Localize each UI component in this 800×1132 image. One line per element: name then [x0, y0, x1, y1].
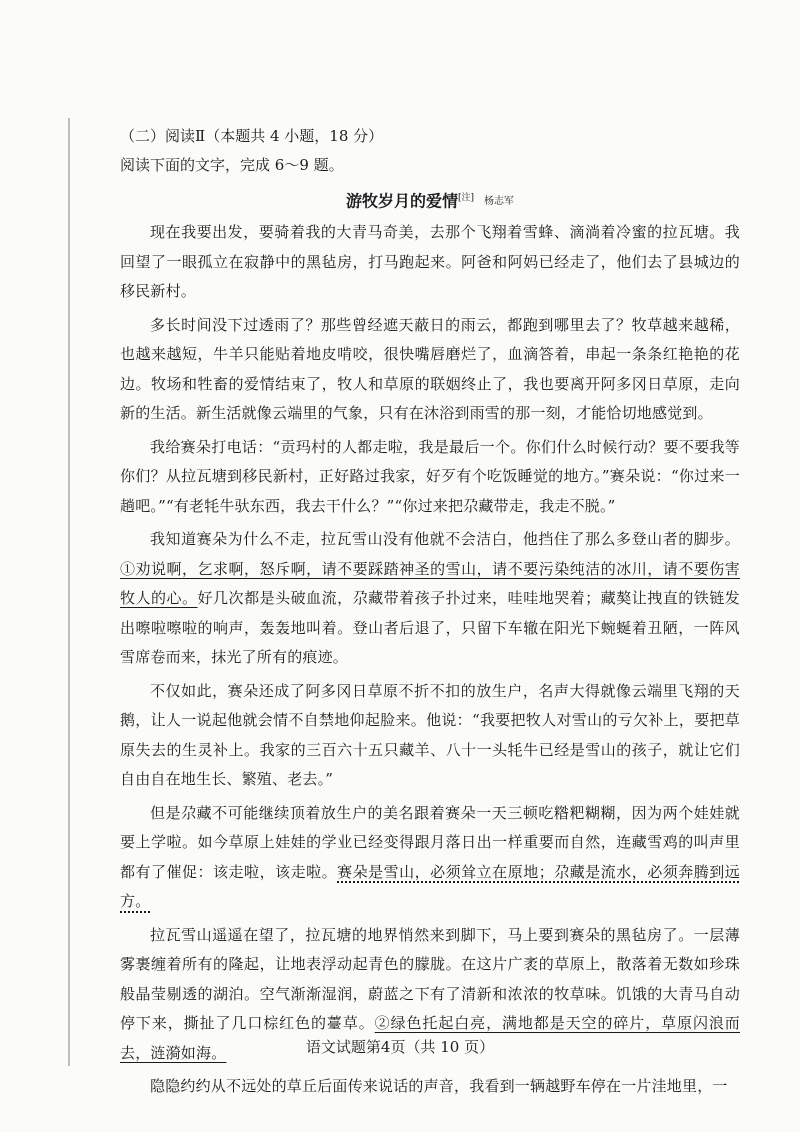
- paragraph-8: 隐隐约约从不远处的草丘后面传来说话的声音，我看到一辆越野车停在一片洼地里，一: [150, 1077, 728, 1096]
- paragraph-6: [120, 799, 740, 917]
- story-title-text: 游牧岁月的爱情: [345, 191, 458, 211]
- paragraph-5: 不仅如此，赛朵还成了阿多冈日草原不折不扣的放生户，名声大得就像云端里飞翔的天鹅，让人一说起他就会情不自禁地仰起脸来。他说：“我要把牧人对雪山的亏欠补上，要把草原失去的生灵补上。我家的三百六十五只藏羊、八十一头牦牛已经是雪山的孩子，就让它们自由自在地生长、繁殖、老去。”: [120, 681, 740, 789]
- paragraph-4-intro: 我知道赛朵为什么不走，拉瓦雪山没有他就不会洁白，他挡住了那么多登山者的脚步。: [150, 530, 740, 549]
- underlined-sentence-2: ②绿色托起白亮，满地都是天空的碎片，草原闪浪而去，涟漪如海。: [120, 1014, 740, 1062]
- binding-margin-line: [68, 118, 70, 1066]
- paragraph-3: 我给赛朵打电话：“贡玛村的人都走啦，我是最后一个。你们什么时候行动？要不要我等你们？从拉瓦塘到移民新村，正好路过我家，好歹有个吃饭睡觉的地方。”赛朵说：“你过来一趟吧。”“有老牦牛驮东西，我去干什么？”“你过来把尕藏带走，我走不脱。”: [120, 437, 740, 515]
- paragraph-1: 现在我要出发，要骑着我的大青马奇美，去那个飞翔着雪蜂、滴淌着冷蜜的拉瓦塘。我回望了一眼孤立在寂静中的黑毡房，打马跑起来。阿爸和阿妈已经走了，他们去了县城边的移民新村。: [120, 223, 740, 301]
- paragraph-4-rest: 好几次都是头破血流，尕藏带着孩子扑过来，哇哇地哭着；藏獒让拽直的铁链发出嚓啦嚓啦的响声，轰轰地叫着。登山者后退了，只留下车辙在阳光下蜿蜒着丑陋，一阵风雪席卷而来，抹光了所有的痕迹。: [120, 589, 740, 667]
- paragraph-6-intro: 但是尕藏不可能继续顶着放生户的美名跟着赛朵一天三顿吃糌粑糊糊，因为两个娃娃就要上学啦。如今草原上娃娃的学业已经变得跟月落日出一样重要而自然，连藏雪鸡的叫声里都有了催促：该走啦，该走啦。: [120, 803, 740, 881]
- page-footer: 语文试题第4页（共 10 页）: [305, 1038, 495, 1056]
- story-author: 杨志军: [484, 196, 515, 208]
- underlined-sentence-1: ①劝说啊，乞求啊，怒斥啊，请不要踩踏神圣的雪山，请不要污染纯洁的冰川，请不要伤害牧人的心。: [120, 559, 740, 608]
- section-title: （二）阅读Ⅱ（本题共 4 小题，18 分）: [120, 127, 384, 145]
- paragraph-2: 多长时间没下过透雨了？那些曾经遮天蔽日的雨云，都跑到哪里去了？牧草越来越稀，也越来越短，牛羊只能贴着地皮啃咬，很快嘴唇磨烂了，血滴答着，串起一条条红艳艳的花边。牧场和牲畜的爱情结束了，牧人和草原的联姻终止了，我也要离开阿多冈日草原，走向新的生活。新生活就像云端里的气象，只有在沐浴到雨雪的那一刻，才能恰切地感觉到。: [120, 315, 740, 423]
- story-title: [120, 184, 740, 216]
- paragraph-7-intro: 拉瓦雪山遥遥在望了，拉瓦塘的地界悄然来到脚下，马上要到赛朵的黑毡房了。一层薄雾裹缠着所有的隆起，让地表浮动起青色的朦胧。在这片广袤的草原上，散落着无数如珍珠般晶莹剔透的湖泊。空气渐渐湿润，蔚蓝之下有了清新和浓浓的牧草味。饥饿的大青马自动停下来，撕扯了几口棕红色的薹草。: [120, 925, 740, 1033]
- exam-page: [120, 122, 740, 1106]
- note-mark: [注]: [457, 193, 475, 203]
- reading-instruction: 阅读下面的文字，完成 6～9 题。: [120, 156, 344, 174]
- dotted-sentence: 赛朵是雪山，必须耸立在原地；尕藏是流水，必须奔腾到远方。: [120, 862, 740, 911]
- paragraph-4: [120, 525, 740, 673]
